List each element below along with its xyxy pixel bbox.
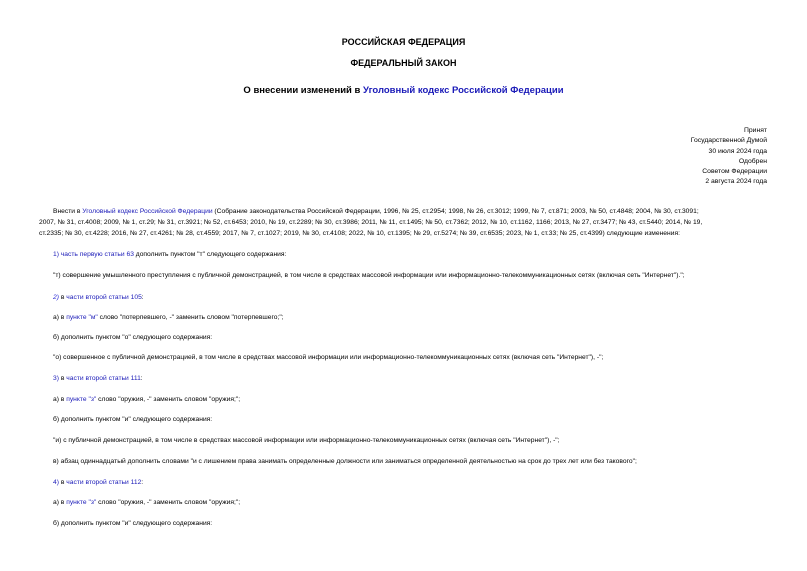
item-1-quote: "т) совершение умышленного преступления с публичной демонстрацией, в том числе в средствах массовой информации или информационно-телекоммуникационных сетях (включая сеть "Интернет")."; bbox=[53, 272, 685, 279]
item-3b-quote: "и) с публичной демонстрацией, в том числе в средствах массовой информации или информационно-телекоммуникационных сетях (включая сеть "Интернет"), -"; bbox=[53, 437, 560, 444]
item-4a: а) в пункте "з" слово "оружия, -" заменить словом "оружия;"; bbox=[53, 499, 241, 506]
article-63-part-1-link[interactable]: часть первую статьи 63 bbox=[60, 251, 134, 258]
adopted-date: 30 июля 2024 года bbox=[708, 147, 767, 155]
adopted-label: Принят bbox=[743, 127, 767, 134]
intro-line-2: 2007, № 31, ст.4008; 2009, № 1, ст.29; № 31, ст.3921; № 52, ст.6453; 2010, № 19, ст.2289; № 30, ст.3986; 2011, № 11, ст.1495; № 50, ст.7362; 2012, № 10, ст.1162, 1166; 2013, № 27, ст.3477; № 43, ст.5440; 2014, № 19, bbox=[39, 219, 703, 226]
item-3b: б) дополнить пунктом "и" следующего содержания: bbox=[53, 416, 213, 423]
point-z-link-111[interactable]: пункте "з" bbox=[66, 396, 97, 403]
item-3c: в) абзац одиннадцатый дополнить словами "и с лишением права занимать определенные должности или заниматься определенной деятельностью на срок до трех лет или без такового"; bbox=[53, 458, 637, 465]
intro-line-1: Внести в Уголовный кодекс Российской Федерации (Собрание законодательства Российской Федерации, 1996, № 25, ст.2954; 1998, № 26, ст.3012; 1999, № 7, ст.871; 2003, № 50, ст.4848; 2004, № 30, ст.3091; bbox=[53, 208, 699, 215]
item-4: 4) в части второй статьи 112: bbox=[53, 479, 144, 486]
article-112-part-2-link[interactable]: части второй статьи 112 bbox=[66, 479, 142, 486]
law-type-heading: ФЕДЕРАЛЬНЫЙ ЗАКОН bbox=[350, 58, 457, 68]
item-2b: б) дополнить пунктом "о" следующего содержания: bbox=[53, 334, 213, 341]
intro-line-3: ст.2335; № 30, ст.4228; 2016, № 27, ст.4261; № 28, ст.4559; 2017, № 7, ст.1027; 2019, № 30, ст.4108; 2022, № 10, ст.1395; № 29, ст.5274; № 39, ст.6535; 2023, № 1, ст.33; № 25, ст.4399) следующие изменения: bbox=[39, 230, 680, 237]
article-111-part-2-link[interactable]: части второй статьи 111 bbox=[66, 375, 141, 382]
law-title bbox=[0, 85, 807, 97]
point-z-link-112[interactable]: пункте "з" bbox=[66, 499, 97, 506]
item-2b-quote: "о) совершенное с публичной демонстрацией, в том числе в средствах массовой информации или информационно-телекоммуникационных сетях (включая сеть "Интернет"), -"; bbox=[53, 354, 604, 361]
item-1: 1) часть первую статьи 63 дополнить пунктом "т" следующего содержания: bbox=[53, 251, 287, 258]
approved-label: Одобрен bbox=[738, 157, 767, 165]
criminal-code-title-link[interactable]: Уголовный кодекс Российской Федерации bbox=[363, 85, 564, 96]
adoption-block bbox=[567, 126, 767, 188]
item-4b: б) дополнить пунктом "и" следующего содержания: bbox=[53, 520, 213, 527]
adopted-by: Государственной Думой bbox=[690, 137, 767, 145]
article-105-part-2-link[interactable]: части второй статьи 105 bbox=[66, 294, 142, 301]
item-2a: а) в пункте "м" слово "потерпевшего, -" заменить словом "потерпевшего;"; bbox=[53, 314, 284, 321]
law-title-prefix: О внесении изменений в bbox=[243, 85, 364, 96]
approved-date: 2 августа 2024 года bbox=[705, 178, 767, 186]
approved-by: Советом Федерации bbox=[702, 168, 767, 176]
point-m-link[interactable]: пункте "м" bbox=[66, 314, 98, 321]
item-3a: а) в пункте "з" слово "оружия, -" заменить словом "оружия;"; bbox=[53, 396, 241, 403]
item-3: 3) в части второй статьи 111: bbox=[53, 375, 143, 382]
item-2: 2) в части второй статьи 105: bbox=[53, 294, 144, 301]
country-heading: РОССИЙСКАЯ ФЕДЕРАЦИЯ bbox=[341, 37, 466, 47]
criminal-code-link[interactable]: Уголовный кодекс Российской Федерации bbox=[82, 208, 213, 215]
